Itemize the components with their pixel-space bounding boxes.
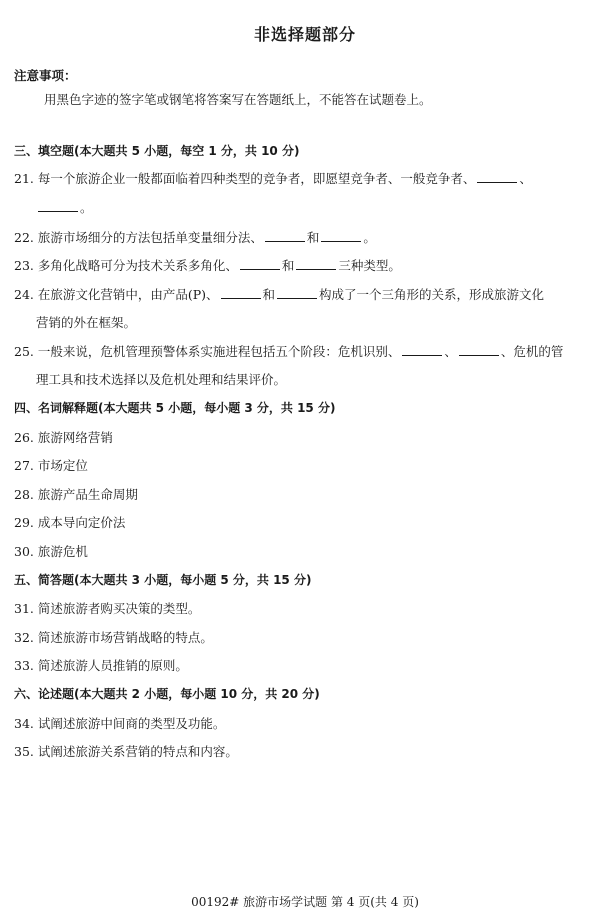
- answer-blank: [265, 230, 305, 242]
- question-25: [14, 342, 563, 360]
- question-34: 34. 试阐述旅游中间商的类型及功能。: [14, 716, 226, 731]
- question-31: 31. 简述旅游者购买决策的类型。: [14, 601, 201, 616]
- question-27: 27. 市场定位: [14, 458, 88, 473]
- question-25-cont: 理工具和技术选择以及危机处理和结果评价。: [36, 372, 287, 387]
- question-21-end: 。: [80, 200, 93, 215]
- answer-blank: [477, 171, 517, 183]
- answer-blank: [459, 344, 499, 356]
- question-28: 28. 旅游产品生命周期: [14, 487, 138, 502]
- question-26: 26. 旅游网络营销: [14, 430, 113, 445]
- section-fill-in: 三、填空题(本大题共 5 小题，每空 1 分，共 10 分): [14, 144, 300, 158]
- answer-blank: [402, 344, 442, 356]
- answer-blank: [321, 230, 361, 242]
- section-essay: 六、论述题(本大题共 2 小题，每小题 10 分，共 20 分): [14, 687, 320, 701]
- question-23: [14, 256, 401, 274]
- answer-blank: [277, 287, 317, 299]
- question-29: 29. 成本导向定价法: [14, 515, 126, 530]
- answer-blank: [38, 200, 78, 212]
- question-35: 35. 试阐述旅游关系营销的特点和内容。: [14, 744, 238, 759]
- notice-heading: 注意事项：: [14, 68, 77, 83]
- question-23-mid: 和: [281, 258, 295, 273]
- question-33: 33. 简述旅游人员推销的原则。: [14, 658, 188, 673]
- question-32: 32. 简述旅游市场营销战略的特点。: [14, 630, 213, 645]
- question-24-mid: 和: [262, 287, 276, 302]
- question-24: [14, 285, 544, 303]
- question-21-text: 21. 每一个旅游企业一般都面临着四种类型的竞争者，即愿望竞争者、一般竞争者、: [14, 171, 476, 186]
- notice-body: 用黑色字迹的签字笔或钢笔将答案写在答题纸上，不能答在试题卷上。: [44, 92, 432, 107]
- question-30: 30. 旅游危机: [14, 544, 88, 559]
- question-21-sep: 、: [519, 171, 532, 186]
- question-24-text: 24. 在旅游文化营销中，由产品(P)、: [14, 287, 219, 302]
- question-24-cont: 营销的外在框架。: [36, 315, 137, 330]
- answer-blank: [221, 287, 261, 299]
- answer-blank: [296, 258, 336, 270]
- question-23-text: 23. 多角化战略可分为技术关系多角化、: [14, 258, 238, 273]
- answer-blank: [240, 258, 280, 270]
- question-22-mid: 和: [306, 230, 320, 245]
- question-22-text: 22. 旅游市场细分的方法包括单变量细分法、: [14, 230, 263, 245]
- question-25-sep: 、: [444, 344, 457, 359]
- question-22: [14, 228, 376, 246]
- question-25-text: 25. 一般来说，危机管理预警体系实施进程包括五个阶段：危机识别、: [14, 344, 401, 359]
- section-short-answer: 五、简答题(本大题共 3 小题，每小题 5 分，共 15 分): [14, 573, 312, 587]
- section-terms: 四、名词解释题(本大题共 5 小题，每小题 3 分，共 15 分): [14, 401, 336, 415]
- question-21: [14, 169, 532, 187]
- question-22-end: 。: [363, 230, 376, 245]
- page-footer: 00192# 旅游市场学试题 第 4 页(共 4 页): [191, 895, 419, 909]
- question-21-cont: [36, 198, 93, 216]
- question-25-tail: 、危机的管: [500, 344, 564, 359]
- page-title: 非选择题部分: [253, 25, 356, 44]
- question-23-end: 三种类型。: [338, 258, 401, 273]
- question-24-tail: 构成了一个三角形的关系，形成旅游文化: [319, 287, 545, 302]
